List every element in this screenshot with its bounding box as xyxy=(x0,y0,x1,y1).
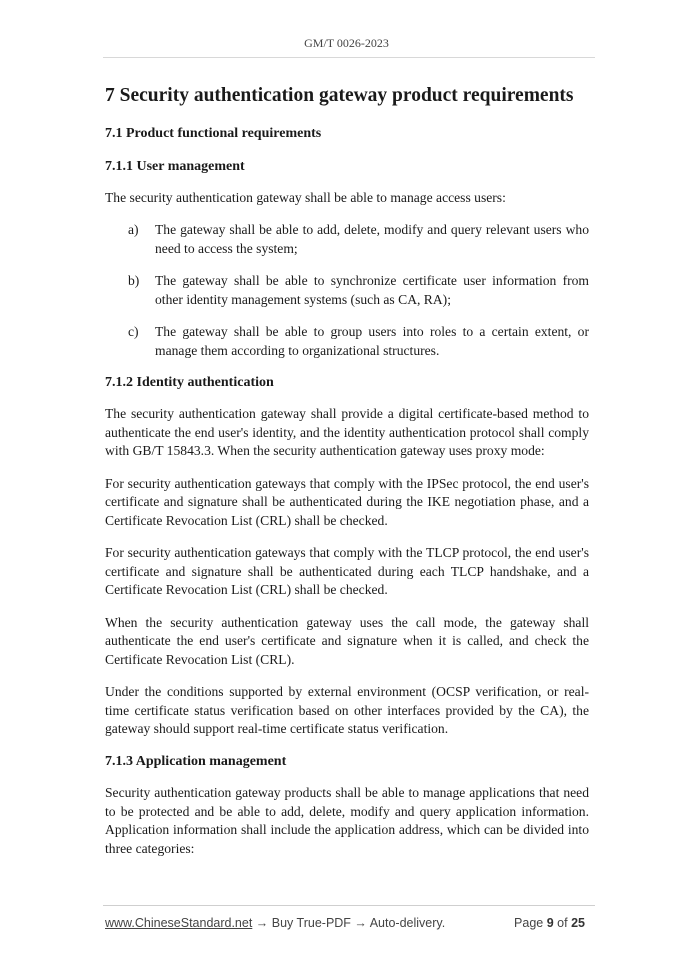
list-item-text: The gateway shall be able to add, delete, modify and query relevant users who need to access the system; xyxy=(155,222,589,256)
list-item xyxy=(105,323,589,360)
identity-paragraph: When the security authentication gateway uses the call mode, the gateway shall authenticate the end user's certificate and signature when it is called, and check the Certificate Revocation List (CRL). xyxy=(105,614,589,667)
page-word: Page xyxy=(514,916,544,930)
list-item-text: The gateway shall be able to synchronize certificate user information from other identity management systems (such as CA, RA); xyxy=(155,273,589,307)
of-word: of xyxy=(557,916,568,930)
header-divider xyxy=(103,57,595,58)
user-management-heading: 7.1.1 User management xyxy=(105,158,245,174)
page-indicator xyxy=(514,916,585,930)
identity-paragraph: The security authentication gateway shall provide a digital certificate-based method to authenticate the end user's identity, and the identity authentication protocol shall comply with GB/T 15843.3. When the security authentication gateway uses proxy mode: xyxy=(105,406,589,459)
site-link[interactable]: www.ChineseStandard.net xyxy=(105,916,253,930)
section-title: 7 Security authentication gateway product requirements xyxy=(105,85,574,106)
footer-promo xyxy=(105,916,445,930)
application-management-heading: 7.1.3 Application management xyxy=(105,753,287,769)
list-marker: b) xyxy=(128,273,140,289)
list-item xyxy=(105,221,589,258)
identity-paragraph: Under the conditions supported by external environment (OCSP verification, or real-time certificate status verification based on other interfaces provided by the CA), the gateway should support real-time certificate status verification. xyxy=(105,684,589,737)
user-management-list xyxy=(105,221,589,360)
subsection-title: 7.1 Product functional requirements xyxy=(105,126,322,142)
list-item xyxy=(105,272,589,309)
total-pages: 25 xyxy=(571,916,585,930)
list-marker: a) xyxy=(128,222,139,238)
identity-paragraph: For security authentication gateways that comply with the TLCP protocol, the end user's certificate and signature shall be authenticated during each TLCP handshake, and a Certificate Revocation List (CRL) shall be checked. xyxy=(105,545,589,598)
identity-paragraph: For security authentication gateways that comply with the IPSec protocol, the end user's certificate and signature shall be authenticated during the IKE negotiation phase, and a Certificate Revocation List (CRL) shall be checked. xyxy=(105,475,589,528)
application-management-paragraph: Security authentication gateway products shall be able to manage applications that need to be protected and be able to add, delete, modify and query application information. Application information shall include the application address, which can be divided into three categories: xyxy=(105,785,589,856)
list-item-text: The gateway shall be able to group users into roles to a certain extent, or manage them according to organizational structures. xyxy=(155,324,589,358)
list-marker: c) xyxy=(128,324,139,340)
user-management-intro: The security authentication gateway shall be able to manage access users: xyxy=(105,189,506,205)
document-code-header: GM/T 0026-2023 xyxy=(304,36,389,50)
page-content xyxy=(105,76,589,872)
page-number: 9 xyxy=(546,916,554,930)
identity-authentication-heading: 7.1.2 Identity authentication xyxy=(105,375,274,391)
footer-divider xyxy=(103,905,595,906)
promo-text: → Buy True-PDF → Auto-delivery. xyxy=(252,916,446,930)
